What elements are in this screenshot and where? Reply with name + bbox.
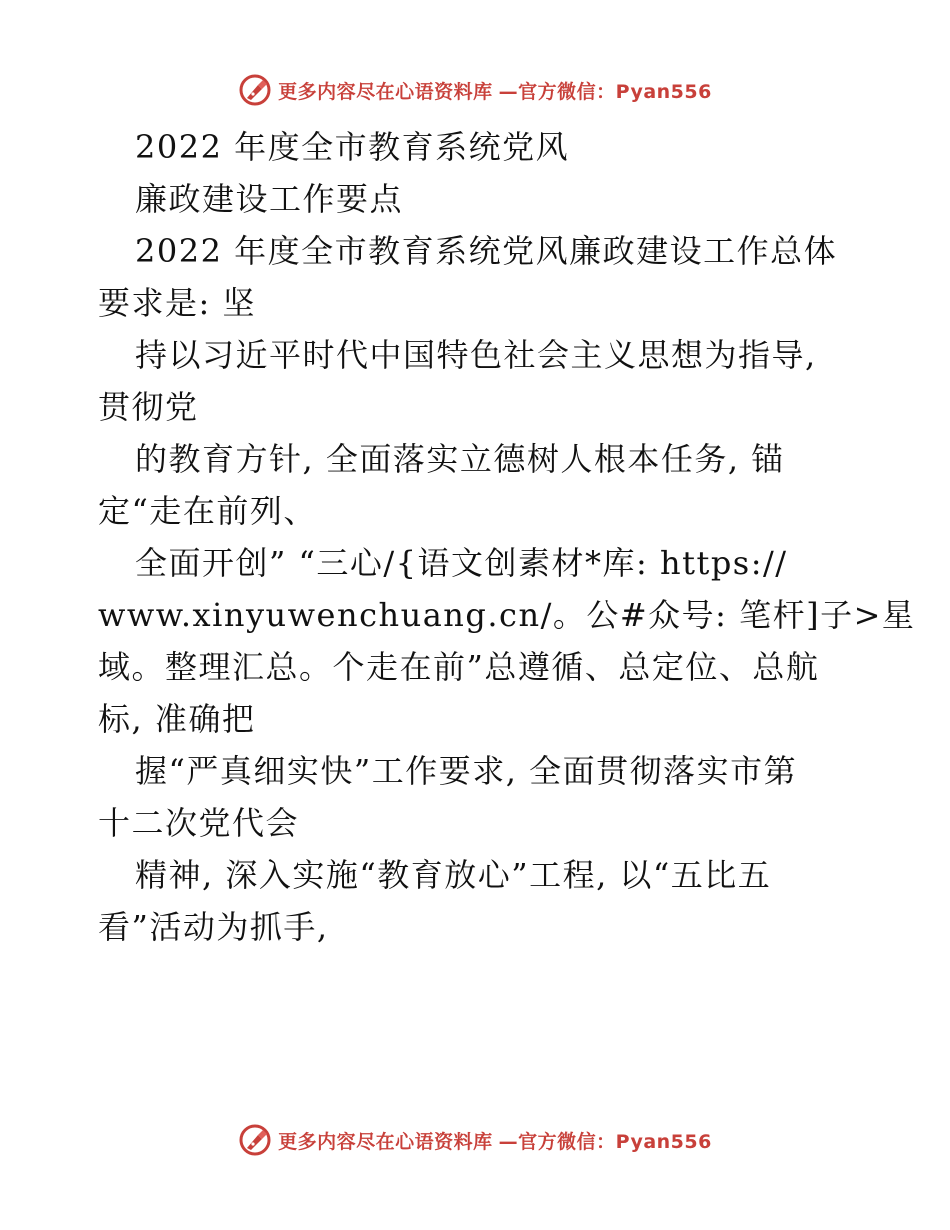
header-site-text: 更多内容尽在心语资料库 xyxy=(278,80,493,103)
header-contact-text: —官方微信：Pyan556 xyxy=(498,80,712,103)
doc-paragraph-line: 贯彻党 xyxy=(98,388,199,426)
doc-paragraph-line: 定“走在前列、 xyxy=(98,492,317,530)
doc-title-line-2: 廉政建设工作要点 xyxy=(135,180,404,218)
doc-paragraph-line: 握“严真细实快”工作要求, 全面贯彻落实市第 xyxy=(135,752,798,790)
doc-paragraph-line: 看”活动为抓手, xyxy=(98,908,329,946)
doc-paragraph-line: 持以习近平时代中国特色社会主义思想为指导, xyxy=(135,336,817,374)
doc-paragraph-line: 的教育方针, 全面落实立德树人根本任务, 锚 xyxy=(135,440,785,478)
document-body xyxy=(98,121,916,953)
header-banner xyxy=(0,70,950,110)
doc-paragraph-line: 2022 年度全市教育系统党风廉政建设工作总体 xyxy=(135,232,838,270)
doc-paragraph-line: 要求是: 坚 xyxy=(98,284,256,322)
doc-paragraph-line: 精神, 深入实施“教育放心”工程, 以“五比五 xyxy=(135,856,772,894)
doc-paragraph-line: www.xinyuwenchuang.cn/。公#众号: 笔杆]子>星 xyxy=(98,596,916,634)
doc-title-line-1: 2022 年度全市教育系统党风 xyxy=(135,128,570,166)
doc-paragraph-line: 全面开创” “三心/{语文创素材*库: https:// xyxy=(135,544,788,582)
doc-paragraph-line: 域。整理汇总。个走在前”总遵循、总定位、总航 xyxy=(98,648,820,686)
footer-contact-text: —官方微信：Pyan556 xyxy=(498,1130,712,1153)
footer-site-text: 更多内容尽在心语资料库 xyxy=(278,1130,493,1153)
pen-nib-logo-icon xyxy=(238,73,272,107)
pen-nib-logo-icon xyxy=(238,1123,272,1157)
doc-paragraph-line: 十二次党代会 xyxy=(98,804,300,842)
footer-banner xyxy=(0,1120,950,1160)
doc-paragraph-line: 标, 准确把 xyxy=(98,700,256,738)
